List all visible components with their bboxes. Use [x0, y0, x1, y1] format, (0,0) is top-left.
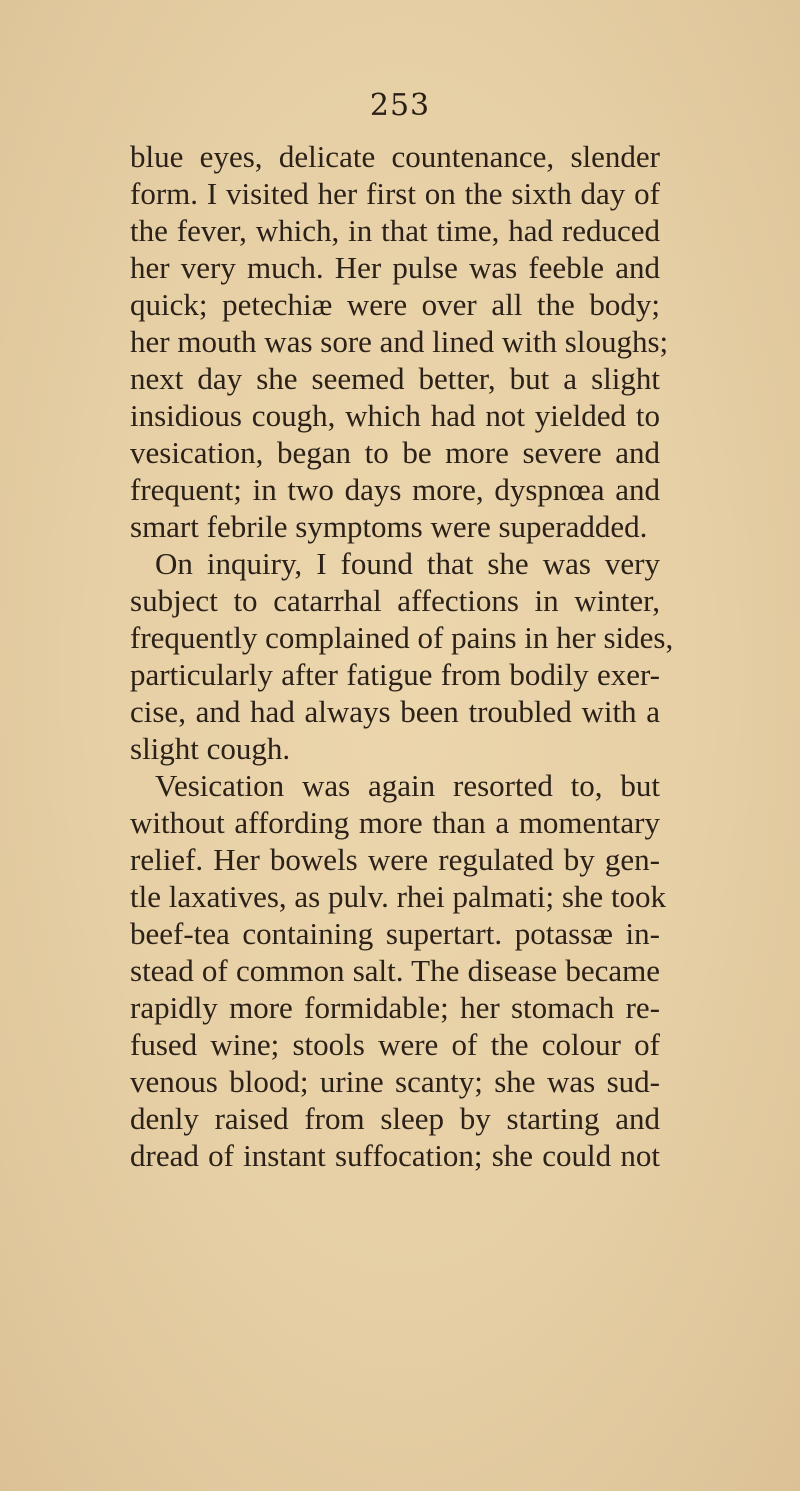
text-line: form. I visited her first on the sixth day of	[130, 176, 660, 211]
page-number: 253	[369, 88, 431, 123]
text-line: without affording more than a momentary	[130, 805, 660, 840]
text-line: quick; petechiæ were over all the body;	[130, 287, 660, 322]
text-line: frequently complained of pains in her sides,	[130, 620, 674, 655]
text-line: subject to catarrhal affections in winter,	[130, 583, 660, 618]
text-line: cise, and had always been troubled with a	[130, 694, 660, 729]
text-line: relief. Her bowels were regulated by gen-	[130, 842, 660, 877]
text-line: fused wine; stools were of the colour of	[130, 1027, 660, 1062]
text-line: tle laxatives, as pulv. rhei palmati; she took	[130, 879, 667, 914]
text-line: stead of common salt. The disease became	[130, 953, 660, 988]
text-line: the fever, which, in that time, had reduced	[130, 213, 660, 248]
text-line: On inquiry, I found that she was very	[155, 546, 660, 581]
text-line: slight cough.	[130, 731, 291, 766]
text-line: frequent; in two days more, dyspnœa and	[130, 472, 660, 507]
text-line: smart febrile symptoms were superadded.	[130, 509, 648, 544]
text-line: her very much. Her pulse was feeble and	[130, 250, 660, 285]
text-line: beef-tea containing supertart. potassæ in-	[130, 916, 660, 951]
page-text	[130, 138, 674, 1174]
text-line: particularly after fatigue from bodily exer-	[130, 657, 660, 692]
text-line: dread of instant suffocation; she could not	[130, 1138, 660, 1173]
text-line: rapidly more formidable; her stomach re-	[130, 990, 660, 1025]
text-line: insidious cough, which had not yielded to	[130, 398, 660, 433]
text-line: vesication, began to be more severe and	[130, 435, 660, 470]
text-line: next day she seemed better, but a slight	[130, 361, 660, 396]
text-line: blue eyes, delicate countenance, slender	[130, 139, 660, 174]
text-line: denly raised from sleep by starting and	[130, 1101, 660, 1136]
text-line: venous blood; urine scanty; she was sud-	[130, 1064, 660, 1099]
text-line: her mouth was sore and lined with sloughs;	[130, 324, 669, 359]
text-line: Vesication was again resorted to, but	[155, 768, 660, 803]
